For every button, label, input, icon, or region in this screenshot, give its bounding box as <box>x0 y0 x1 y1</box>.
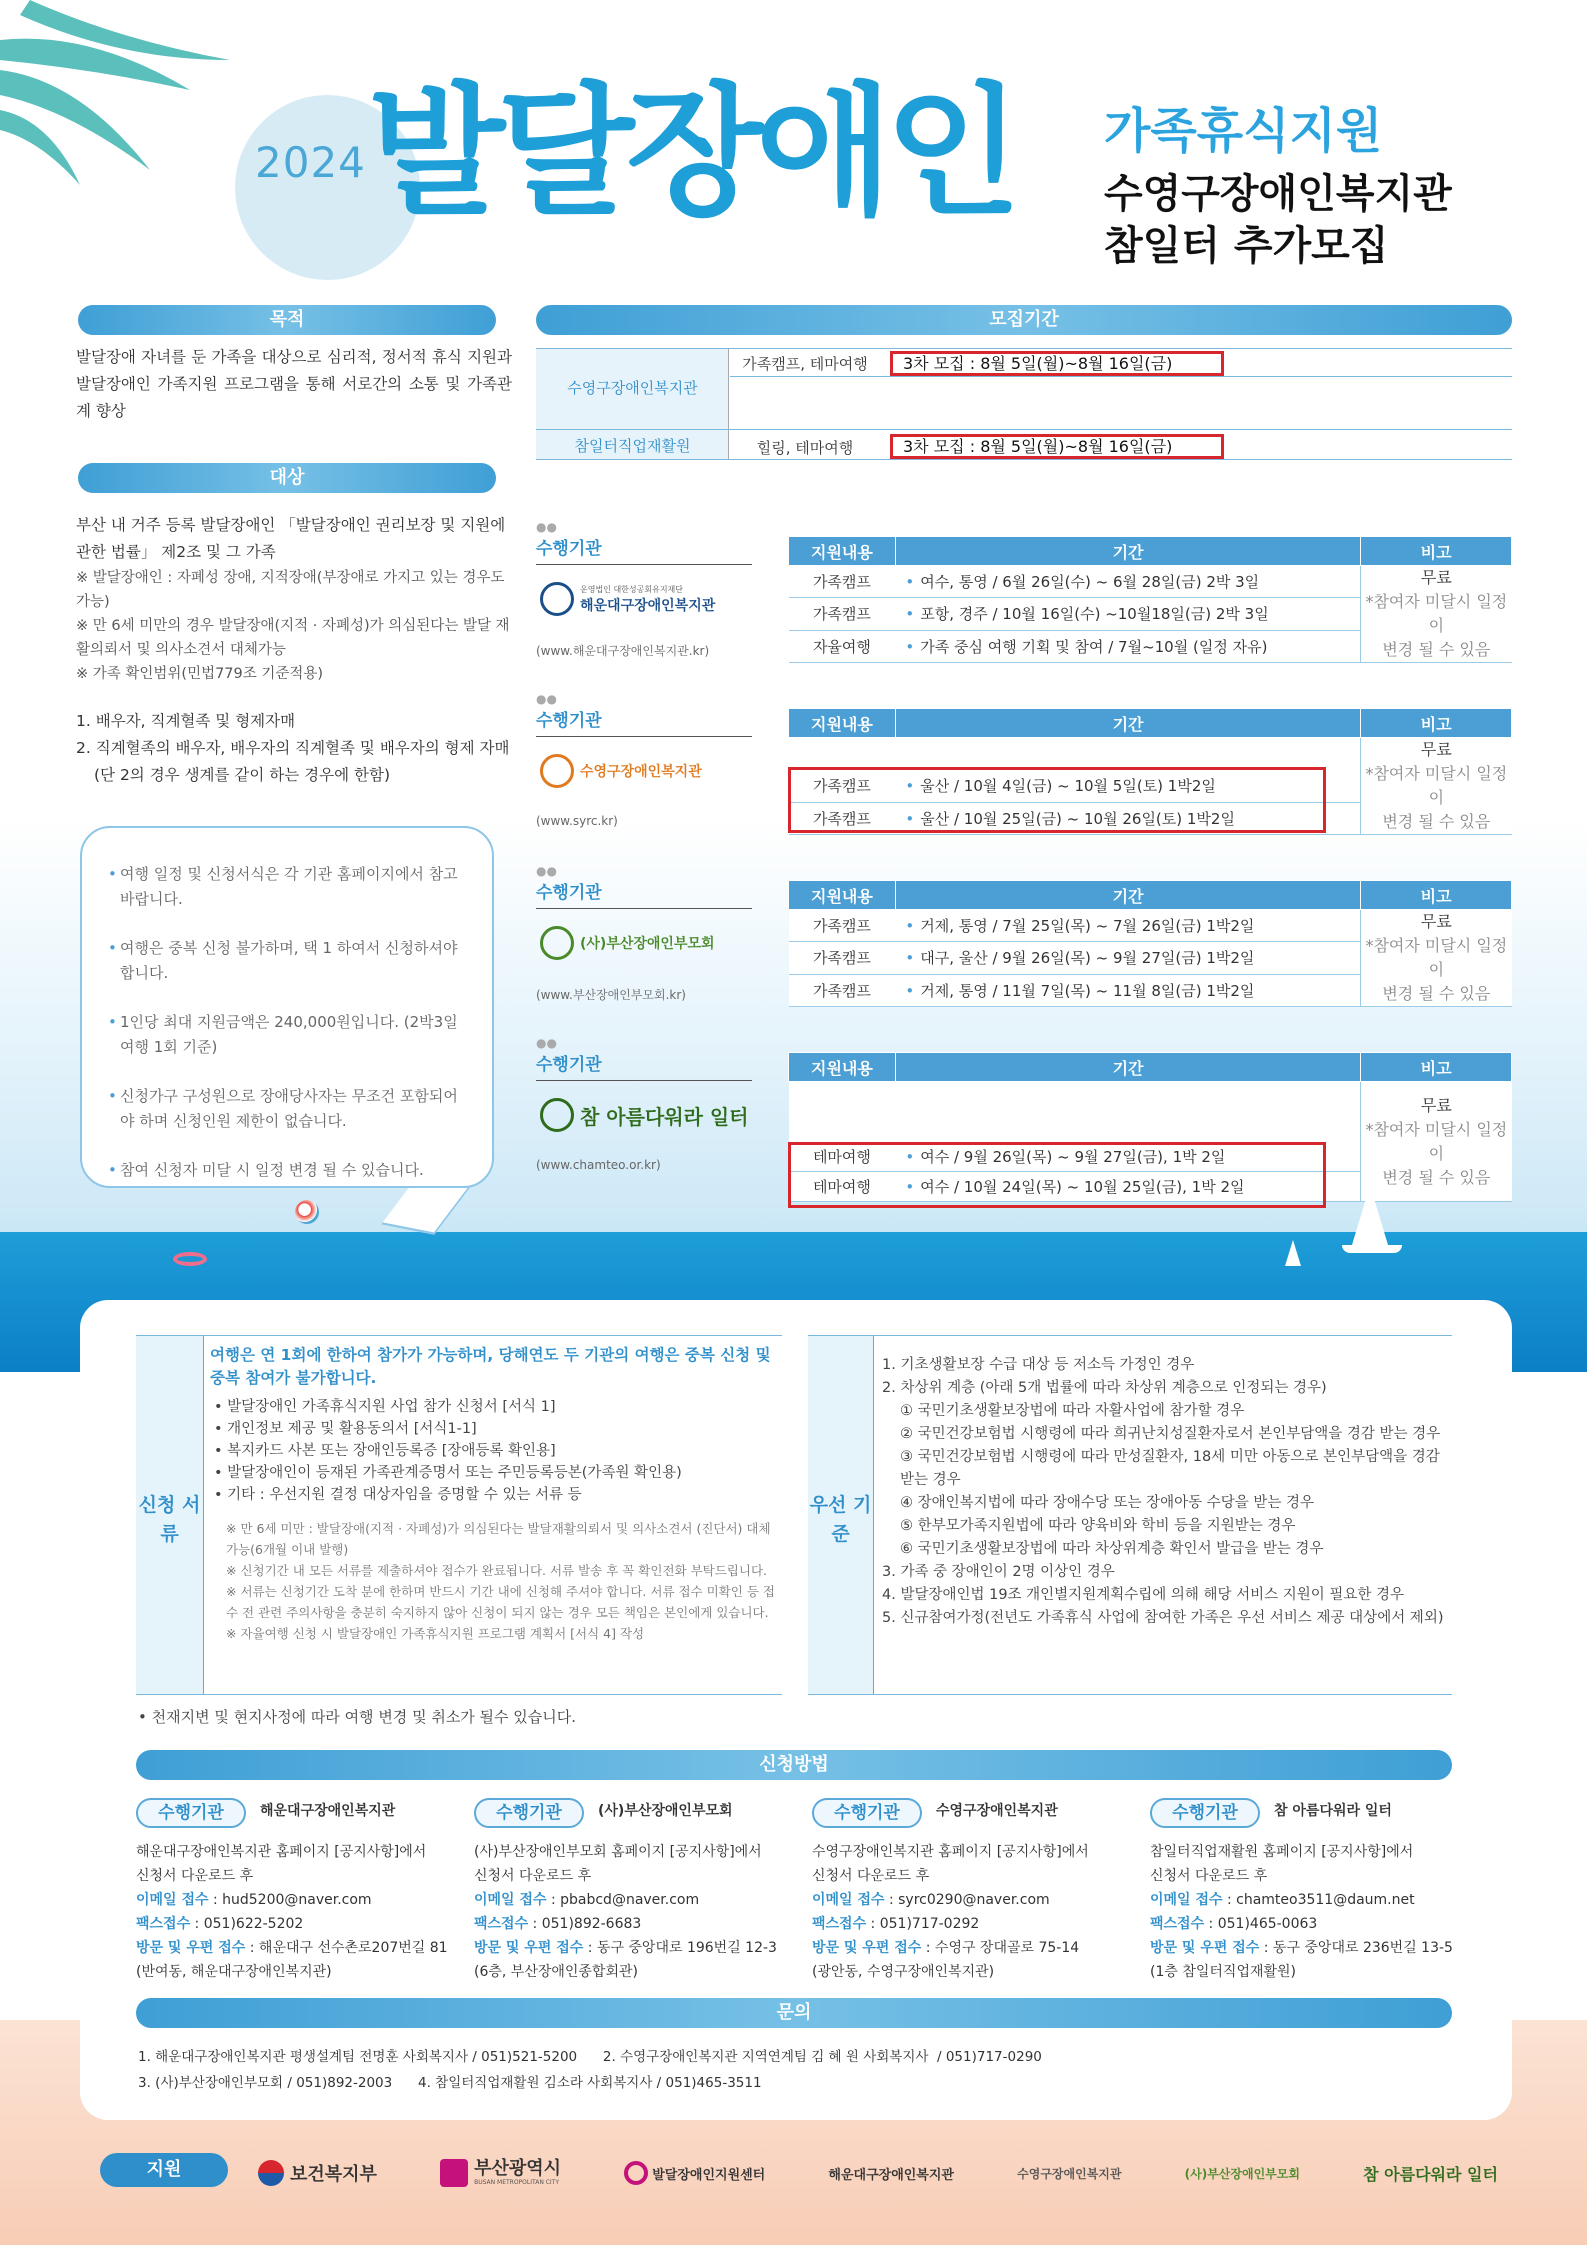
target-note: ※ 발달장애인 : 자폐성 장애, 지적장애(부장애로 가지고 있는 경우도 가능) <box>76 570 505 610</box>
period-text: 여수 / 9월 26일(목) ~ 9월 27일(금), 1박 2일 <box>920 1147 1226 1166</box>
priority-item: 5. 신규참여가정(전년도 가족휴식 사업에 참여한 가족은 우선 서비스 제공 대상에서 제외) <box>882 1610 1444 1626</box>
schedule-table <box>788 536 1512 663</box>
bullet-icon: • <box>905 917 915 936</box>
agency-label: 수행기관 <box>536 883 602 903</box>
notice-item: • 참여 신청자 미달 시 일정 변경 될 수 있습니다. <box>108 1158 466 1183</box>
table-cell-content: 가족캠프 <box>789 974 896 1006</box>
apply-email: 이메일 접수 : chamteo3511@daum.net <box>1150 1892 1415 1908</box>
period-text: 울산 / 10월 25일(금) ~ 10월 26일(토) 1박2일 <box>920 809 1235 828</box>
table-note <box>1361 910 1512 1007</box>
table-cell <box>789 738 896 770</box>
note-warn: *참여자 미달시 일정이 <box>1365 764 1508 807</box>
table-note <box>1361 738 1512 835</box>
apply-agency-label: 수행기관 <box>1150 1798 1260 1828</box>
target-note: ※ 만 6세 미만의 경우 발달장애(지적 · 자폐성)가 의심된다는 발달 재활의뢰서 및 의사소견서 대체가능 <box>76 618 510 658</box>
table-header: 지원내용 <box>789 537 896 566</box>
apply-visit: 방문 및 우편 접수 : 동구 중앙대로 236번길 13-5 <box>1150 1940 1453 1956</box>
agency-logo <box>540 1098 760 1132</box>
table-cell <box>789 1082 896 1112</box>
notice-item: • 1인당 최대 지원금액은 240,000원입니다. (2박3일 여행 1회 기준) <box>108 1010 466 1060</box>
sponsor-busan: 부산광역시 BUSAN METROPOLITAN CITY <box>440 2159 561 2187</box>
notice-item: • 여행은 중복 신청 불가하며, 택 1 하여서 신청하셔야 합니다. <box>108 936 466 986</box>
note-warn: 변경 될 수 있음 <box>1382 640 1491 659</box>
apply-visit-detail: (1층 참일터직업재활원) <box>1150 1964 1296 1980</box>
bullet-icon: • <box>905 981 915 1000</box>
title-org-line2: 참일터 추가모집 <box>1104 223 1389 269</box>
contact-text <box>138 2044 1042 2096</box>
agency-label: 수행기관 <box>536 1055 602 1075</box>
apply-visit: 방문 및 우편 접수 : 해운대구 선수촌로207번길 81 <box>136 1940 448 1956</box>
sponsor-haeundae: 해운대구장애인복지관 <box>828 2167 954 2183</box>
priority-item: ⑤ 한부모가족지원법에 따라 양육비와 학비 등을 지원받는 경우 <box>900 1518 1296 1534</box>
agency-logo <box>540 582 760 616</box>
period-text: 거제, 통영 / 11월 7일(목) ~ 11월 8일(금) 1박2일 <box>920 981 1255 1000</box>
apply-email: 이메일 접수 : pbabcd@naver.com <box>474 1892 700 1908</box>
table-cell-content: 테마여행 <box>789 1142 896 1172</box>
apply-visit: 방문 및 우편 접수 : 동구 중앙대로 196번길 12-3 <box>474 1940 777 1956</box>
documents-warning: 여행은 연 1회에 한하여 참가가 가능하며, 당해연도 두 기관의 여행은 중복 신청 및 중복 참여가 불가합니다. <box>210 1346 771 1387</box>
sponsor-suyeong: 수영구장애인복지관 <box>1017 2166 1122 2181</box>
sponsor-parents: (사)부산장애인부모회 <box>1184 2166 1300 2181</box>
notice-item: • 신청가구 구성원으로 장애당사자는 무조건 포함되어야 하며 신청인원 제한이 없습니다. <box>108 1084 466 1134</box>
table-header: 기간 <box>895 881 1360 910</box>
agency-logo-icon <box>540 1098 574 1132</box>
table-header-row <box>789 881 1512 910</box>
period-text: 거제, 통영 / 7월 25일(목) ~ 7월 26일(금) 1박2일 <box>920 917 1255 936</box>
dots-icon: ●● <box>536 864 557 878</box>
beach-ball-icon <box>295 1200 319 1224</box>
table-cell <box>895 1112 1360 1142</box>
apply-fax: 팩스접수 : 051)892-6683 <box>474 1916 642 1932</box>
period-text: 포항, 경주 / 10월 16일(수) ~10월18일(금) 2박 3일 <box>920 605 1269 624</box>
contact-heading: 문의 <box>136 1998 1452 2028</box>
bullet-icon: • <box>905 809 915 828</box>
table-header: 비고 <box>1361 881 1512 910</box>
priority-item: ⑥ 국민기초생활보장법에 따라 차상위계층 확인서 발급을 받는 경우 <box>900 1541 1324 1557</box>
target-intro: 부산 내 거주 등록 발달장애인 「발달장애인 권리보장 및 지원에 관한 법률」 제2조 및 그 가족 <box>76 516 506 561</box>
recruit-org: 수영구장애인복지관 <box>567 379 698 397</box>
documents-note: ※ 만 6세 미만 : 발달장애(지적 · 자폐성)가 의심된다는 발달재활의뢰서 및 의사소견서 (진단서) 대체 가능(6개월 이내 발행) <box>226 1521 771 1557</box>
priority-item: 1. 기초생활보장 수급 대상 등 저소득 가정인 경우 <box>882 1357 1195 1373</box>
title-org-line1: 수영구장애인복지관 <box>1104 171 1452 217</box>
sailboat-icon <box>1352 1185 1402 1253</box>
recruit-period: 3차 모집 : 8월 5일(월)~8월 16일(금) <box>890 434 1224 459</box>
table-header: 기간 <box>895 537 1360 566</box>
disaster-note: • 천재지변 및 현지사정에 따라 여행 변경 및 취소가 될수 있습니다. <box>138 1708 577 1726</box>
bullet-icon: • <box>905 777 915 796</box>
apply-line: 신청서 다운로드 후 <box>136 1868 254 1884</box>
note-free: 무료 <box>1420 568 1452 587</box>
sailboat-icon <box>1285 1240 1301 1266</box>
apply-agency-text <box>1150 1840 1480 1984</box>
documents-note: ※ 자율여행 신청 시 발달장애인 가족휴식지원 프로그램 계획서 [서식 4] 작성 <box>226 1626 645 1641</box>
table-cell-content: 가족캠프 <box>789 770 896 802</box>
note-warn: 변경 될 수 있음 <box>1382 984 1491 1003</box>
table-header: 비고 <box>1361 1053 1512 1082</box>
apply-line: 수영구장애인복지관 홈페이지 [공지사항]에서 <box>812 1844 1089 1860</box>
apply-visit-detail: (광안동, 수영구장애인복지관) <box>812 1964 995 1980</box>
apply-agency-logo: 참 아름다워라 일터 <box>1274 1803 1392 1819</box>
contact-line: 1. 해운대구장애인복지관 평생설계팀 전명훈 사회복지사 / 051)521-5200 2. 수영구장애인복지관 지역연계팀 김 혜 원 사회복지사 / 051)717-0290 <box>138 2049 1042 2065</box>
agency-logo-icon <box>540 926 574 960</box>
priority-item: ② 국민건강보험법 시행령에 따라 희귀난치성질환자로서 본인부담액을 경감 받는 경우 <box>900 1426 1441 1442</box>
apply-email: 이메일 접수 : hud5200@naver.com <box>136 1892 372 1908</box>
table-cell-period <box>895 974 1360 1006</box>
table-cell-period <box>895 566 1360 598</box>
schedule-table <box>788 880 1512 1007</box>
table-header: 지원내용 <box>789 709 896 738</box>
agency-logo-text: 수영구장애인복지관 <box>580 764 702 780</box>
apply-agency-logo: 해운대구장애인복지관 <box>260 1803 396 1819</box>
priority-box <box>808 1335 1452 1695</box>
agency-logo-text: (사)부산장애인부모회 <box>580 936 715 952</box>
agency-url: (www.chamteo.or.kr) <box>536 1158 661 1172</box>
bullet-icon: • <box>905 949 915 968</box>
documents-item: • 복지카드 사본 또는 장애인등록증 [장애등록 확인용] <box>214 1443 556 1459</box>
dots-icon: ●● <box>536 520 557 534</box>
table-header: 기간 <box>895 709 1360 738</box>
agency-logo-icon <box>540 582 574 616</box>
recruit-org: 참일터직업재활원 <box>574 437 691 455</box>
agency-logo <box>540 926 760 960</box>
apply-heading: 신청방법 <box>136 1750 1452 1780</box>
table-cell-period <box>895 910 1360 942</box>
table-header: 기간 <box>895 1053 1360 1082</box>
recruit-period: 3차 모집 : 8월 5일(월)~8월 16일(금) <box>890 351 1224 376</box>
highlight-box <box>788 1142 1326 1208</box>
agency-label: 수행기관 <box>536 539 602 559</box>
dots-icon: ●● <box>536 692 557 706</box>
table-header: 지원내용 <box>789 881 896 910</box>
table-cell <box>895 738 1360 770</box>
table-row <box>789 1082 1512 1112</box>
table-cell-period <box>895 598 1360 630</box>
recruit-type: 가족캠프, 테마여행 <box>742 355 868 373</box>
palm-leaf-icon <box>0 0 260 190</box>
table-header: 비고 <box>1361 709 1512 738</box>
sponsor-mohw: 보건복지부 <box>258 2160 377 2186</box>
notice-bubble <box>80 826 494 1188</box>
agency-label: 수행기관 <box>536 711 602 731</box>
recruit-table <box>536 348 1512 460</box>
documents-label: 신청 서류 <box>136 1336 204 1694</box>
divider <box>730 376 1512 377</box>
busan-logo-en: BUSAN METROPOLITAN CITY <box>474 2179 560 2186</box>
bullet-icon: • <box>905 1147 915 1166</box>
divider <box>536 908 752 909</box>
agency-logo-small: 운영법인 대한성공회유지재단 <box>580 584 684 594</box>
bullet-icon: • <box>905 605 915 624</box>
sponsor-logos <box>258 2153 1498 2193</box>
sponsor-chamteo: 참 아름다워라 일터 <box>1363 2164 1498 2184</box>
period-text: 가족 중심 여행 기획 및 참여 / 7월~10월 (일정 자유) <box>920 637 1268 656</box>
notice-item: • 여행 일정 및 신청서식은 각 기관 홈페이지에서 참고 바랍니다. <box>108 862 466 912</box>
apply-line: 해운대구장애인복지관 홈페이지 [공지사항]에서 <box>136 1844 427 1860</box>
apply-line: (사)부산장애인부모회 홈페이지 [공지사항]에서 <box>474 1844 762 1860</box>
recruit-heading: 모집기간 <box>536 305 1512 335</box>
agency-url: (www.syrc.kr) <box>536 814 618 828</box>
target-block <box>76 512 516 789</box>
target-list-item: (단 2의 경우 생계를 같이 하는 경우에 한함) <box>94 766 391 784</box>
sponsor-center: 발달장애인지원센터 <box>624 2161 765 2185</box>
busan-logo-icon <box>440 2159 468 2187</box>
divider <box>536 1080 752 1081</box>
divider <box>536 429 1512 430</box>
table-row <box>789 910 1512 942</box>
apply-email: 이메일 접수 : syrc0290@naver.com <box>812 1892 1050 1908</box>
apply-visit-detail: (6층, 부산장애인종합회관) <box>474 1964 638 1980</box>
priority-item: 3. 가족 중 장애인이 2명 이상인 경우 <box>882 1564 1115 1580</box>
table-cell-content: 테마여행 <box>789 1172 896 1202</box>
table-cell-period <box>895 630 1360 662</box>
priority-item: ① 국민기초생활보장법에 따라 자활사업에 참가할 경우 <box>900 1403 1245 1419</box>
documents-item: • 개인정보 제공 및 활용동의서 [서식1-1] <box>214 1421 477 1437</box>
title-year: 2024 <box>255 138 366 187</box>
note-free: 무료 <box>1420 1095 1452 1115</box>
agency-logo-icon <box>540 754 574 788</box>
apply-agency-logo: 수영구장애인복지관 <box>936 1803 1058 1819</box>
agency-logo-text: 참 아름다워라 일터 <box>580 1104 749 1129</box>
note-warn: *참여자 미달시 일정이 <box>1365 592 1508 635</box>
priority-item: ③ 국민건강보험법 시행령에 따라 만성질환자, 18세 미만 아동으로 본인부담액을 경감 받는 경우 <box>900 1449 1440 1488</box>
table-header: 비고 <box>1361 537 1512 566</box>
documents-box <box>136 1335 782 1695</box>
page-title: 발달장애인 <box>368 70 1014 235</box>
table-cell-content: 가족캠프 <box>789 598 896 630</box>
target-heading: 대상 <box>78 463 496 493</box>
title-subtitle: 가족휴식지원 <box>1104 103 1383 159</box>
table-cell <box>789 1112 896 1142</box>
agency-url: (www.해운대구장애인복지관.kr) <box>536 644 710 658</box>
table-header-row <box>789 537 1512 566</box>
apply-fax: 팩스접수 : 051)465-0063 <box>1150 1916 1318 1932</box>
apply-visit: 방문 및 우편 접수 : 수영구 장대골로 75-14 <box>812 1940 1080 1956</box>
apply-fax: 팩스접수 : 051)622-5202 <box>136 1916 304 1932</box>
bullet-icon: • <box>905 1178 915 1196</box>
priority-item: 2. 차상위 계층 (아래 5개 법률에 따라 차상위 계층으로 인정되는 경우) <box>882 1380 1327 1396</box>
table-cell-content: 가족캠프 <box>789 802 896 834</box>
period-text: 여수, 통영 / 6월 26일(수) ~ 6월 28일(금) 2박 3일 <box>920 573 1260 592</box>
dots-icon: ●● <box>536 1036 557 1050</box>
documents-item: • 발달장애인이 등재된 가족관계증명서 또는 주민등록등본(가족원 확인용) <box>214 1465 682 1481</box>
table-cell <box>895 1082 1360 1112</box>
documents-note: ※ 신청기간 내 모든 서류를 제출하셔야 접수가 완료됩니다. 서류 발송 후 꼭 확인전화 부탁드립니다. <box>226 1563 768 1578</box>
contact-line: 3. (사)부산장애인부모회 / 051)892-2003 4. 참일터직업재활원 김소라 사회복지사 / 051)465-3511 <box>138 2075 762 2091</box>
documents-list <box>214 1396 778 1506</box>
apply-agency-label: 수행기관 <box>812 1798 922 1828</box>
apply-agency-logo: (사)부산장애인부모회 <box>598 1803 733 1819</box>
note-free: 무료 <box>1420 912 1452 931</box>
agency-logo-text: 해운대구장애인복지관 <box>580 597 716 614</box>
agency-logo <box>540 754 760 788</box>
table-header: 지원내용 <box>789 1053 896 1082</box>
apply-visit-detail: (반여동, 해운대구장애인복지관) <box>136 1964 332 1980</box>
period-text: 울산 / 10월 4일(금) ~ 10월 5일(토) 1박2일 <box>920 777 1216 796</box>
center-logo-icon <box>624 2161 648 2185</box>
table-note <box>1361 1082 1512 1202</box>
apply-line: 신청서 다운로드 후 <box>474 1868 592 1884</box>
apply-line: 신청서 다운로드 후 <box>1150 1868 1268 1884</box>
table-note <box>1361 566 1512 663</box>
divider <box>536 564 752 565</box>
purpose-heading: 목적 <box>78 305 496 335</box>
documents-item: • 발달장애인 가족휴식지원 사업 참가 신청서 [서식 1] <box>214 1399 556 1415</box>
highlight-box <box>788 767 1326 833</box>
period-text: 여수 / 10월 24일(목) ~ 10월 25일(금), 1박 2일 <box>920 1178 1245 1196</box>
apply-agency-text <box>474 1840 804 1984</box>
documents-note: ※ 서류는 신청기간 도착 분에 한하며 반드시 기간 내에 신청해 주셔야 합니다. 서류 접수 미확인 등 접수 전 관련 주의사항을 충분히 숙지하지 않아 신청이 되지 않는 경우 모든 책임은 본인에게 있습니다. <box>226 1584 775 1620</box>
note-warn: *참여자 미달시 일정이 <box>1365 1119 1508 1163</box>
taegeuk-icon <box>258 2160 284 2186</box>
note-warn: 변경 될 수 있음 <box>1382 1167 1491 1187</box>
note-free: 무료 <box>1420 740 1452 759</box>
bullet-icon: • <box>905 573 915 592</box>
apply-agency-label: 수행기관 <box>136 1798 246 1828</box>
apply-line: 신청서 다운로드 후 <box>812 1868 930 1884</box>
title-org <box>1104 168 1452 272</box>
target-list-item: 2. 직계혈족의 배우자, 배우자의 직계혈족 및 배우자의 형제 자매 <box>76 739 510 757</box>
purpose-text: 발달장애 자녀를 둔 가족을 대상으로 심리적, 정서적 휴식 지원과 발달장애인 가족지원 프로그램을 통해 서로간의 소통 및 가족관계 향상 <box>76 348 512 420</box>
apply-agency-text <box>812 1840 1142 1984</box>
documents-item: • 기타 : 우선지원 결정 대상자임을 증명할 수 있는 서류 등 <box>214 1487 582 1503</box>
priority-item: 4. 발달장애인법 19조 개인별지원계획수립에 의해 해당 서비스 지원이 필요한 경우 <box>882 1587 1404 1603</box>
table-cell-content: 가족캠프 <box>789 910 896 942</box>
documents-notes <box>226 1518 778 1644</box>
target-list-item: 1. 배우자, 직계혈족 및 형제자매 <box>76 712 296 730</box>
table-row <box>789 738 1512 770</box>
apply-agency-text <box>136 1840 466 1984</box>
sponsor-label: 지원 <box>100 2153 228 2187</box>
table-header-row <box>789 709 1512 738</box>
divider <box>536 736 752 737</box>
swim-ring-icon <box>173 1252 207 1266</box>
table-row <box>789 566 1512 598</box>
table-header-row <box>789 1053 1512 1082</box>
recruit-type: 힐링, 테마여행 <box>756 439 854 457</box>
bullet-icon: • <box>905 637 915 656</box>
note-warn: 변경 될 수 있음 <box>1382 812 1491 831</box>
priority-label: 우선 기준 <box>808 1336 874 1694</box>
table-cell-content: 가족캠프 <box>789 942 896 974</box>
table-cell-content: 가족캠프 <box>789 566 896 598</box>
agency-url: (www.부산장애인부모회.kr) <box>536 988 686 1002</box>
target-note: ※ 가족 확인범위(민법779조 기준적용) <box>76 666 324 682</box>
priority-list <box>882 1354 1448 1630</box>
period-text: 대구, 울산 / 9월 26일(목) ~ 9월 27일(금) 1박2일 <box>920 949 1255 968</box>
note-warn: *참여자 미달시 일정이 <box>1365 936 1508 979</box>
table-cell-content: 자율여행 <box>789 630 896 662</box>
apply-line: 참일터직업재활원 홈페이지 [공지사항]에서 <box>1150 1844 1414 1860</box>
priority-item: ④ 장애인복지법에 따라 장애수당 또는 장애아동 수당을 받는 경우 <box>900 1495 1315 1511</box>
apply-fax: 팩스접수 : 051)717-0292 <box>812 1916 980 1932</box>
table-cell-period <box>895 942 1360 974</box>
apply-agency-label: 수행기관 <box>474 1798 584 1828</box>
